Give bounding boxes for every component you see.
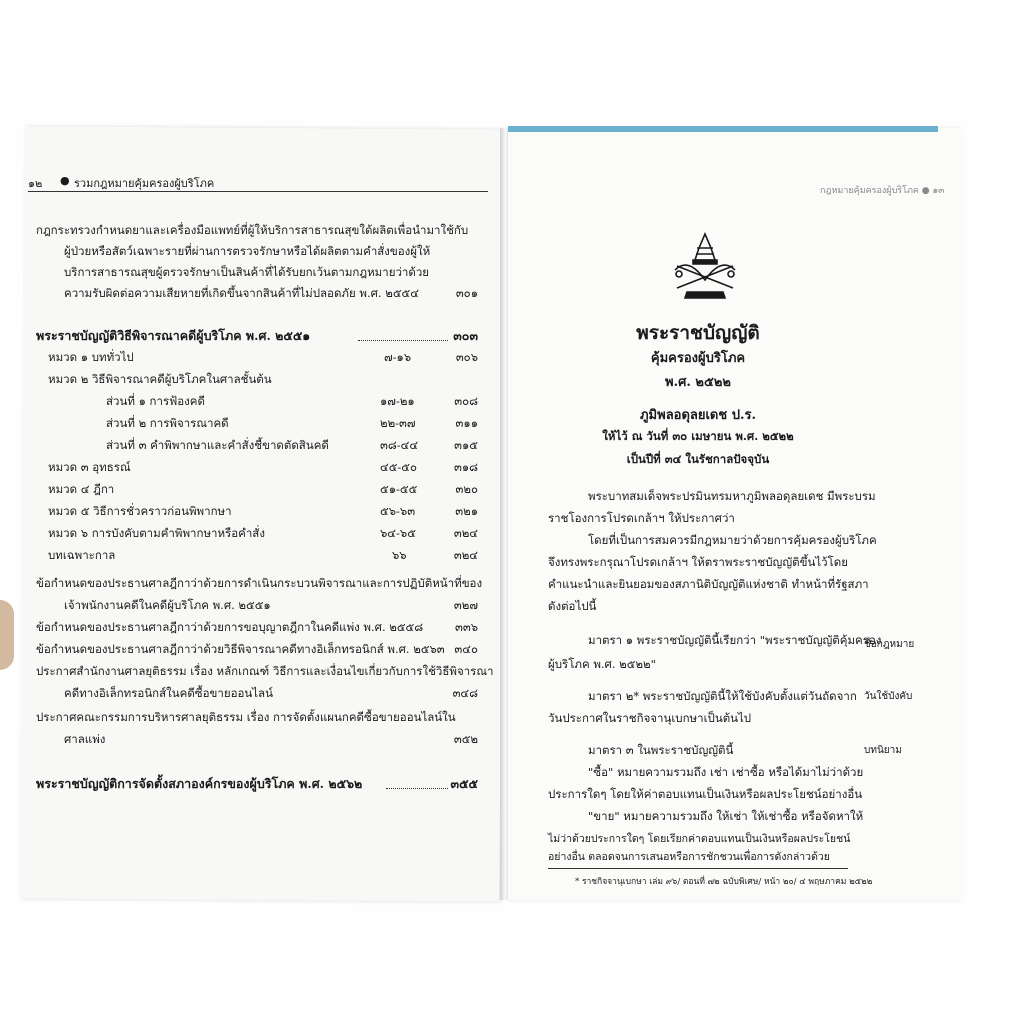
toc-section-range: ๗-๑๖ [384, 350, 412, 364]
toc-page-number: ๓๒๔ [453, 526, 478, 540]
header-rule [28, 191, 488, 192]
toc-section-range: ๖๔-๖๕ [380, 526, 416, 540]
body-line: โดยที่เป็นการสมควรมีกฎหมายว่าด้วยการคุ้มครองผู้บริโภค [588, 533, 877, 547]
act-title: พระราชบัญญัติ [636, 322, 760, 344]
body-line: คำแนะนำและยินยอมของสภานิติบัญญัติแห่งชาติ ทำหน้าที่รัฐสภา [548, 577, 869, 591]
margin-note: ชื่อกฎหมาย [864, 639, 915, 650]
toc-entry: ประกาศคณะกรรมการบริหารศาลยุติธรรม เรื่อง การจัดตั้งแผนกคดีซื้อขายออนไลน์ใน [36, 710, 456, 724]
toc-page-number: ๓๕๒ [453, 732, 478, 746]
toc-entry: หมวด ๕ วิธีการชั่วคราวก่อนพิพากษา [48, 504, 232, 518]
toc-entry: บริการสาธารณสุขผู้ตรวจรักษาเป็นสินค้าที่ได้รับยกเว้นตามกฎหมายว่าด้วย [64, 265, 430, 279]
toc-section-range: ๔๕-๕๐ [380, 460, 418, 474]
toc-row [36, 418, 492, 434]
toc-entry: ประกาศสำนักงานศาลยุติธรรม เรื่อง หลักเกณฑ์ วิธีการและเงื่อนไขเกี่ยวกับการใช้วิธีพิจารณา [36, 664, 494, 678]
reign-year: เป็นปีที่ ๓๔ ในรัชกาลปัจจุบัน [626, 452, 770, 466]
toc-entry: ข้อกำหนดของประธานศาลฎีกาว่าด้วยการดำเนินกระบวนพิจารณาและการปฏิบัติหน้าที่ของ [36, 576, 483, 590]
body-line: อย่างอื่น ตลอดจนการเสนอหรือการชักชวนเพื่อการดังกล่าวด้วย [548, 851, 830, 863]
margin-note: วันใช้บังคับ [864, 691, 913, 702]
toc-row [36, 712, 492, 728]
margin-note: บทนิยาม [864, 745, 902, 756]
toc-entry: หมวด ๒ วิธีพิจารณาคดีผู้บริโภคในศาลชั้นต้น [48, 372, 272, 386]
body-line: ผู้บริโภค พ.ศ. ๒๕๒๒" [548, 657, 656, 671]
toc-page-number: ๓๓๖ [454, 620, 478, 634]
body-line: "ขาย" หมายความรวมถึง ให้เช่า ให้เช่าซื้อ หรือจัดหาให้ [588, 809, 864, 823]
act-year: พ.ศ. ๒๕๒๒ [665, 375, 731, 390]
toc-row [36, 578, 492, 594]
toc-row [36, 225, 492, 241]
page-edge-strip-top [508, 126, 938, 132]
toc-row [36, 462, 492, 478]
toc-row [36, 484, 492, 500]
body-line: วันประกาศในราชกิจจานุเบกษาเป็นต้นไป [548, 711, 752, 725]
toc-row [36, 440, 492, 456]
act-subtitle: คุ้มครองผู้บริโภค [650, 351, 746, 366]
toc-entry: เจ้าพนักงานคดีในคดีผู้บริโภค พ.ศ. ๒๕๕๑ [64, 598, 271, 612]
body-line: มาตรา ๑ พระราชบัญญัตินี้เรียกว่า "พระราชบัญญัติคุ้มครอง [588, 633, 882, 647]
king-signature: ภูมิพลอดุลยเดช ป.ร. [639, 408, 757, 423]
body-line: ไม่ว่าด้วยประการใดๆ โดยเรียกค่าตอบแทนเป็นเงินหรือผลประโยชน์ [548, 833, 851, 845]
toc-row [36, 778, 492, 794]
toc-entry: กฎกระทรวงกำหนดยาและเครื่องมือแพทย์ที่ผู้ให้บริการสาธารณสุขใด้ผลิตเพื่อนำมาใช้กับ [36, 223, 469, 237]
toc-section-range: ๑๗-๒๑ [380, 394, 415, 408]
body-line: ประการใดๆ โดยให้ค่าตอบแทนเป็นเงินหรือผลประโยชน์อย่างอื่น [548, 787, 863, 801]
toc-page-number: ๓๐๖ [455, 350, 478, 364]
toc-row [36, 622, 492, 638]
toc-section-range: ๖๖ [392, 548, 407, 562]
toc-row [36, 734, 492, 750]
toc-page-number: ๓๒๔ [453, 548, 478, 562]
toc-entry: หมวด ๖ การบังคับตามคำพิพากษาหรือคำสั่ง [48, 526, 265, 540]
toc-entry: ความรับผิดต่อความเสียหายที่เกิดขึ้นจากสินค้าที่ไม่ปลอดภัย พ.ศ. ๒๕๕๔ [64, 286, 419, 300]
header-bullet: ● [60, 174, 70, 187]
body-line: จึงทรงพระกรุณาโปรดเกล้าฯ ให้ตราพระราชบัญญัติขึ้นไว้โดย [548, 555, 848, 569]
toc-row [36, 506, 492, 522]
toc-row [36, 330, 492, 346]
toc-section-range: ๒๒-๓๗ [380, 416, 416, 430]
thumb-shadow [0, 600, 14, 670]
toc-entry: ส่วนที่ ๓ คำพิพากษาและคำสั่งชี้ขาดตัดสินคดี [106, 438, 329, 452]
left-running-title: รวมกฎหมายคุ้มครองผู้บริโภค [74, 177, 215, 190]
toc-page-number: ๓๕๕ [450, 776, 478, 791]
toc-entry: ผู้ป่วยหรือสัตว์เฉพาะรายที่ผ่านการตรวจรักษาหรือได้ผลิตตามคำสั่งของผู้ให้ [64, 244, 431, 258]
toc-row [36, 396, 492, 412]
toc-row [36, 374, 492, 390]
body-line: มาตรา ๒* พระราชบัญญัตินี้ให้ใช้บังคับตั้งแต่วันถัดจาก [588, 689, 857, 703]
toc-row [36, 644, 492, 660]
toc-entry: คดีทางอิเล็กทรอนิกส์ในคดีซื้อขายออนไลน์ [64, 686, 273, 700]
body-line: พระบาทสมเด็จพระปรมินทรมหาภูมิพลอดุลยเดช มีพระบรม [588, 489, 876, 503]
body-line: มาตรา ๓ ในพระราชบัญญัตินี้ [588, 743, 734, 757]
given-date: ให้ไว้ ณ วันที่ ๓๐ เมษายน พ.ศ. ๒๕๒๒ [602, 429, 794, 443]
toc-row [36, 267, 492, 283]
toc-entry: ส่วนที่ ๑ การฟ้องคดี [106, 394, 205, 408]
toc-page-number: ๓๐๘ [454, 394, 478, 408]
toc-entry: ศาลแพ่ง [64, 732, 106, 746]
toc-entry: พระราชบัญญัติการจัดตั้งสภาองค์กรของผู้บริโภค พ.ศ. ๒๕๖๒ [36, 776, 363, 791]
toc-entry: บทเฉพาะกาล [48, 548, 116, 562]
toc-page-number: ๓๒๐ [455, 482, 478, 496]
toc-row [36, 352, 492, 368]
toc-entry: ข้อกำหนดของประธานศาลฎีกาว่าด้วยการขอบุญาตฎีกาในคดีแพ่ง พ.ศ. ๒๕๕๘ [36, 620, 424, 634]
toc-page-number: ๓๑๕ [454, 438, 478, 452]
toc-row [36, 550, 492, 566]
toc-page-number: ๓๒๗ [453, 598, 478, 612]
right-running-header: กฎหมายคุ้มครองผู้บริโภค ● ๑๓ [820, 186, 945, 196]
toc-entry: พระราชบัญญัติวิธีพิจารณาคดีผู้บริโภค พ.ศ. ๒๕๕๑ [36, 328, 311, 343]
toc-row [36, 528, 492, 544]
body-line: ดังต่อไปนี้ [548, 599, 597, 613]
toc-page-number: ๓๑๑ [455, 416, 478, 430]
toc-row [36, 600, 492, 616]
toc-page-number: ๓๐๓ [453, 328, 478, 343]
leader-dots [358, 340, 448, 341]
toc-entry: ข้อกำหนดของประธานศาลฎีกาว่าด้วยวิธีพิจารณาคดีทางอิเล็กทรอนิกส์ พ.ศ. ๒๕๖๓ [36, 642, 445, 656]
leader-dots [386, 788, 448, 789]
toc-entry: หมวด ๓ อุทธรณ์ [48, 460, 131, 474]
toc-page-number: ๓๒๑ [455, 504, 478, 518]
toc-row [36, 666, 492, 682]
toc-entry: ส่วนที่ ๒ การพิจารณาคดี [106, 416, 229, 430]
toc-page-number: ๓๔๐ [454, 642, 478, 656]
body-line: "ซื้อ" หมายความรวมถึง เช่า เช่าซื้อ หรือได้มาไม่ว่าด้วย [588, 765, 864, 779]
toc-row [36, 688, 492, 704]
toc-row [36, 246, 492, 262]
toc-section-range: ๕๑-๕๕ [380, 482, 418, 496]
royal-emblem-icon [665, 230, 745, 302]
toc-page-number: ๓๐๑ [455, 286, 478, 300]
toc-section-range: ๕๖-๖๓ [380, 504, 416, 518]
toc-entry: หมวด ๔ ฎีกา [48, 482, 115, 496]
footnote: * ราชกิจจานุเบกษา เล่ม ๙๖/ ตอนที่ ๗๒ ฉบับพิเศษ/ หน้า ๒๐/ ๔ พฤษภาคม ๒๕๒๒ [575, 877, 873, 887]
left-page-number: ๑๒ [28, 177, 43, 190]
toc-entry: หมวด ๑ บททั่วไป [48, 350, 134, 364]
toc-section-range: ๓๘-๔๔ [380, 438, 419, 452]
footnote-rule [548, 868, 848, 869]
body-line: ราชโองการโปรดเกล้าฯ ให้ประกาศว่า [548, 511, 735, 525]
toc-row [36, 288, 492, 304]
toc-page-number: ๓๑๘ [453, 460, 478, 474]
toc-page-number: ๓๔๘ [452, 686, 478, 700]
